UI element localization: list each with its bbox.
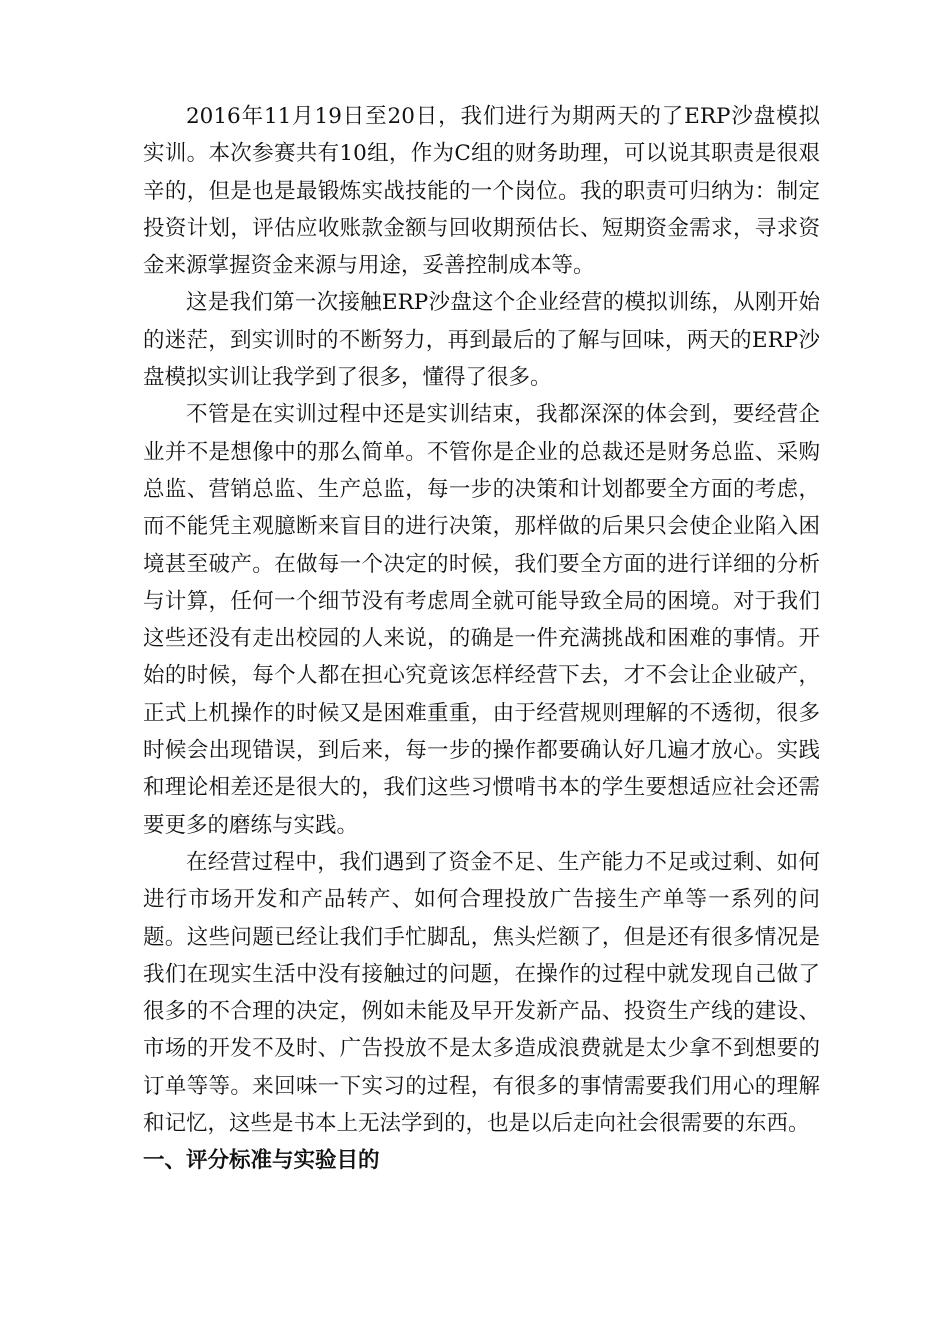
paragraph-first-contact: 这是我们第一次接触ERP沙盘这个企业经营的模拟训练，从刚开始的迷茫，到实训时的不断努力，再到最后的了解与回味，两天的ERP沙盘模拟实训让我学到了很多，懂得了很多。 [143, 290, 820, 391]
paragraph-training-summary: 2016年11月19日至20日，我们进行为期两天的了ERP沙盘模拟实训。本次参赛共有10组，作为C组的财务助理，可以说其职责是很艰辛的，但是也是最锻炼实战技能的一个岗位。我的职责可归纳为：制定投资计划，评估应收账款金额与回收期预估长、短期资金需求，寻求资金来源掌握资金来源与用途，妥善控制成本等。 [143, 104, 820, 279]
paragraph-operation-problems: 在经营过程中，我们遇到了资金不足、生产能力不足或过剩、如何进行市场开发和产品转产、如何合理投放广告接生产单等一系列的问题。这些问题已经让我们手忙脚乱，焦头烂额了，但是还有很多情况是我们在现实生活中没有接触过的问题，在操作的过程中就发现自己做了很多的不合理的决定，例如未能及早开发新产品、投资生产线的建设、市场的开发不及时、广告投放不是太多造成浪费就是太少拿不到想要的订单等等。来回味一下实习的过程，有很多的事情需要我们用心的理解和记忆，这些是书本上无法学到的，也是以后走向社会很需要的东西。 [143, 849, 820, 1137]
section-heading: 一、评分标准与实验目的 [143, 1148, 380, 1174]
paragraph-business-difficulty: 不管是在实训过程中还是实训结束，我都深深的体会到，要经营企业并不是想像中的那么简单。不管你是企业的总裁还是财务总监、采购总监、营销总监、生产总监，每一步的决策和计划都要全方面的考虑，而不能凭主观臆断来盲目的进行决策，那样做的后果只会使企业陷入困境甚至破产。在做每一个决定的时候，我们要全方面的进行详细的分析与计算，任何一个细节没有考虑周全就可能导致全局的困境。对于我们这些还没有走出校园的人来说，的确是一件充满挑战和困难的事情。开始的时候，每个人都在担心究竟该怎样经营下去，才不会让企业破产，正式上机操作的时候又是困难重重，由于经营规则理解的不透彻，很多时候会出现错误，到后来，每一步的操作都要确认好几遍才放心。实践和理论相差还是很大的，我们这些习惯啃书本的学生要想适应社会还需要更多的磨练与实践。 [143, 402, 820, 838]
document-body [143, 98, 820, 1180]
